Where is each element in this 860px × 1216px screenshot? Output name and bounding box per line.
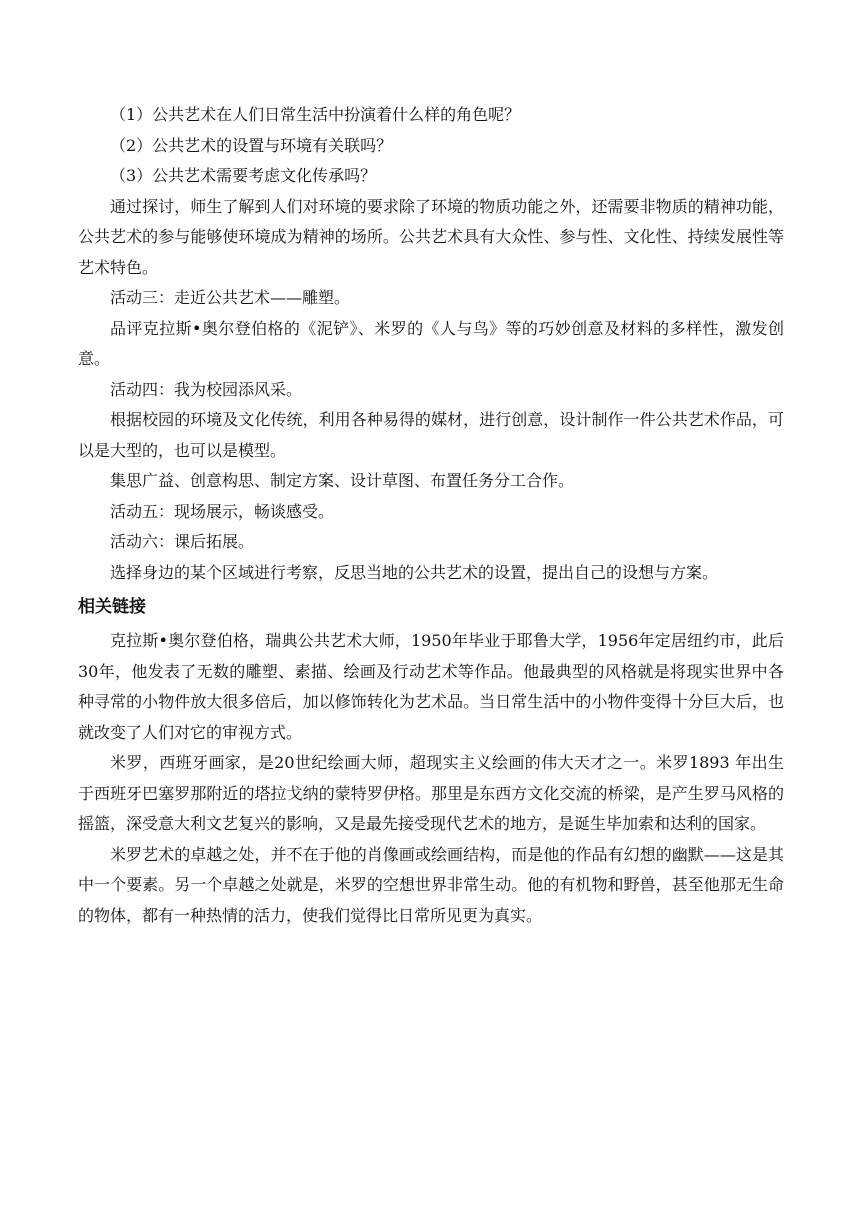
activity-four-steps: 集思广益、创意构思、制定方案、设计草图、布置任务分工合作。: [110, 471, 575, 490]
activity-three-heading: 活动三：走近公共艺术——雕塑。: [110, 288, 351, 307]
question-2: （2）公共艺术的设置与环境有关联吗？: [110, 135, 393, 155]
question-1: （1）公共艺术在人们日常生活中扮演着什么样的角色呢？: [110, 105, 521, 124]
activity-five-heading: 活动五：现场展示，畅谈感受。: [110, 501, 335, 521]
activity-six-heading: 活动六：课后拓展。: [110, 532, 255, 551]
discussion-summary-paragraph: 通过探讨，师生了解到人们对环境的要求除了环境的物质功能之外，还需要非物质的精神功能，公共艺术的参与能够使环境成为精神的场所。公共艺术具有大众性、参与性、文化性、持续发展性等艺术特色。: [78, 196, 784, 277]
activity-four-heading: 活动四：我为校园添风采。: [110, 379, 303, 399]
question-3: （3）公共艺术需要考虑文化传承吗？: [110, 166, 377, 185]
related-links-heading: 相关链接: [78, 597, 146, 617]
miro-art-paragraph: 米罗艺术的卓越之处，并不在于他的肖像画或绘画结构，而是他的作品有幻想的幽默——这是其中一个要素。另一个卓越之处就是，米罗的空想世界非常生动。他的有机物和野兽，甚至他那无生命的物体，都有一种热情的活力，使我们觉得比日常所见更为真实。: [78, 844, 784, 925]
activity-three-paragraph: 品评克拉斯•奥尔登伯格的《泥铲》、米罗的《人与鸟》等的巧妙创意及材料的多样性，激发创意。: [78, 318, 784, 368]
activity-four-paragraph: 根据校园的环境及文化传统，利用各种易得的媒材，进行创意，设计制作一件公共艺术作品，可以是大型的，也可以是模型。: [78, 410, 784, 460]
miro-biography-paragraph: 米罗，西班牙画家，是20世纪绘画大师，超现实主义绘画的伟大天才之一。米罗1893 年出生于西班牙巴塞罗那附近的塔拉戈纳的蒙特罗伊格。那里是东西方文化交流的桥梁，是产生罗马风格的摇篮，深受意大利文艺复兴的影响，又是最先接受现代艺术的地方，是诞生毕加索和达利的国家。: [78, 753, 784, 833]
oldenburg-paragraph: 克拉斯•奥尔登伯格，瑞典公共艺术大师，1950年毕业于耶鲁大学，1956年定居纽约市，此后30年，他发表了无数的雕塑、素描、绘画及行动艺术等作品。他最典型的风格就是将现实世界中各种寻常的小物件放大很多倍后，加以修饰转化为艺术品。当日常生活中的小物件变得十分巨大后，也就改变了人们对它的审视方式。: [78, 631, 784, 742]
document-page: [78, 100, 784, 931]
activity-six-paragraph: 选择身边的某个区域进行考察，反思当地的公共艺术的设置，提出自己的设想与方案。: [110, 562, 719, 582]
